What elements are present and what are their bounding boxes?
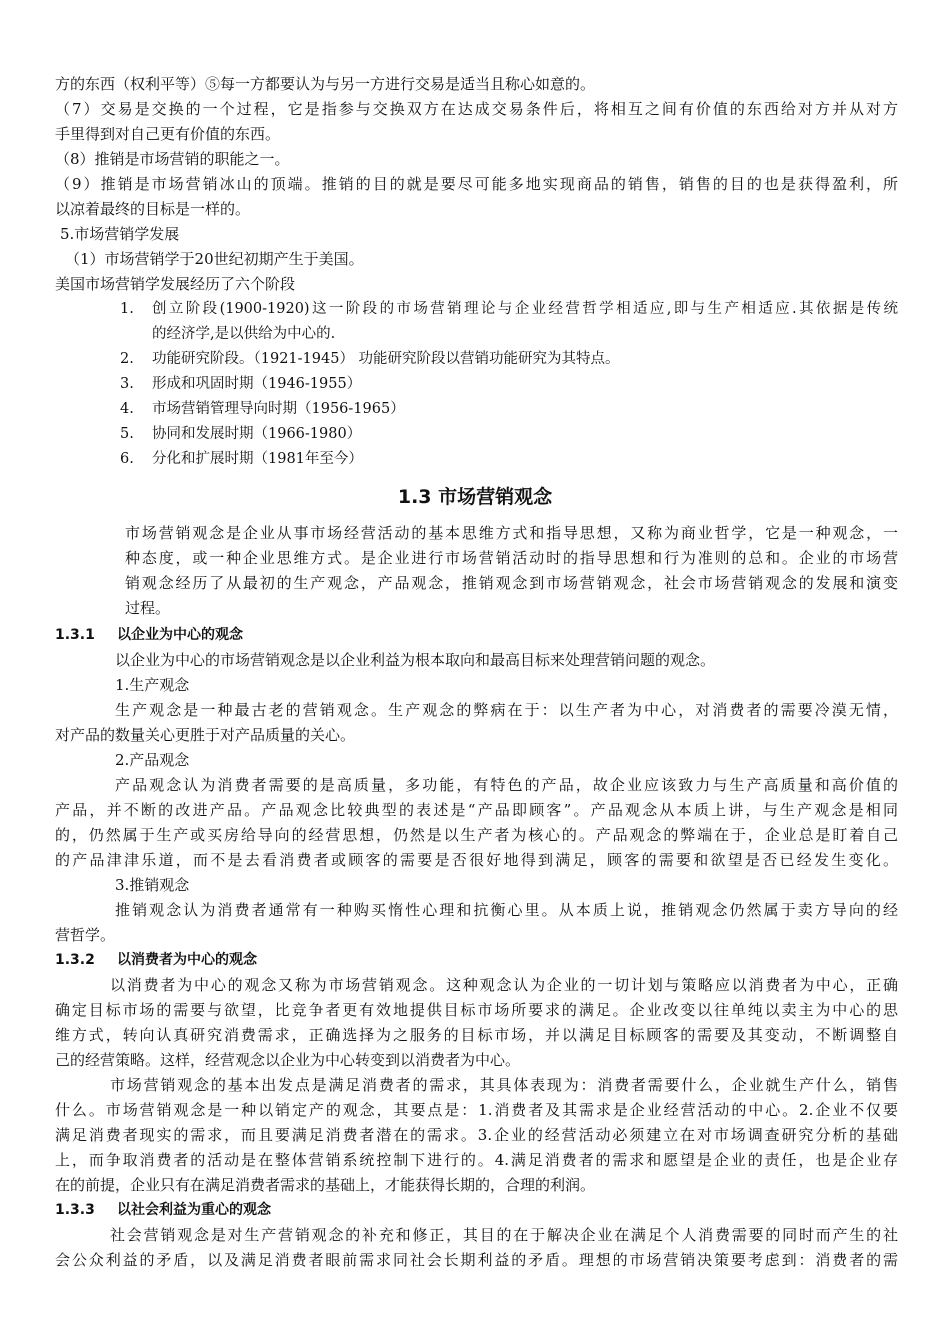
text-line: 维方式，转向认真研究消费需求，正确选择为之服务的目标市场，并以满足目标顾客的需要及其变动，不断调整自 xyxy=(55,1026,898,1044)
text-line: 推销观念认为消费者通常有一种购买惰性心理和抗衡心里。从本质上说，推销观念仍然属于卖方导向的经 xyxy=(115,901,898,919)
list-text: 功能研究阶段。（1921-1945） 功能研究阶段以营销功能研究为其特点。 xyxy=(152,351,620,367)
subsection-heading xyxy=(55,624,243,646)
list-text: 分化和扩展时期（1981年至今） xyxy=(152,451,363,467)
text-line: 上，而争取消费者的活动是在整体营销系统控制下进行的。4.满足消费者的需求和愿望是企业的责任，也是企业存 xyxy=(55,1151,898,1169)
text-line: 产品观念认为消费者需要的是高质量，多功能，有特色的产品，故企业应该致力与生产高质量和高价值的 xyxy=(115,776,898,794)
item-label: 1.生产观念 xyxy=(115,676,190,694)
list-number: 4. xyxy=(120,401,134,417)
list-text: 形成和巩固时期（1946-1955） xyxy=(152,376,362,392)
text-line: 营哲学。 xyxy=(55,926,116,944)
subsection-title: 以社会利益为重心的观念 xyxy=(117,1202,271,1218)
text-line: 社会营销观念是对生产营销观念的补充和修正，其目的在于解决企业在满足个人消费需要的同时而产生的社 xyxy=(110,1226,898,1244)
list-text: 市场营销管理导向时期（1956-1965） xyxy=(152,401,405,417)
text-line: 手里得到对自己更有价值的东西。 xyxy=(55,125,281,143)
subsection-number: 1.3.2 xyxy=(55,952,95,968)
text-line: 以凉着最终的目标是一样的。 xyxy=(55,200,251,218)
text-line: （7）交易是交换的一个过程，它是指参与交换双方在达成交易条件后，将相互之间有价值的东西给对方并从对方 xyxy=(55,100,898,118)
text-line: 销观念经历了从最初的生产观念，产品观念，推销观念到市场营销观念，社会市场营销观念的发展和演变 xyxy=(125,574,898,592)
text-line: 方的东西（权利平等）⑤每一方都要认为与另一方进行交易是适当且称心如意的。 xyxy=(55,75,596,93)
text-line: （8）推销是市场营销的职能之一。 xyxy=(55,150,290,168)
list-number: 2. xyxy=(120,351,134,367)
text-line: 种态度，或一种企业思维方式。是企业进行市场营销活动时的指导思想和行为准则的总和。企业的市场营 xyxy=(125,549,898,567)
list-number: 1. xyxy=(120,301,134,317)
item-label: 2.产品观念 xyxy=(115,751,190,769)
text-line: 的，仍然属于生产或买房给导向的经营思想，仍然是以生产者为核心的。产品观念的弊端在于，企业总是盯着自己 xyxy=(55,826,898,844)
list-number: 3. xyxy=(120,376,134,392)
subsection-number: 1.3.3 xyxy=(55,1202,95,1218)
list-text: 协同和发展时期（1966-1980） xyxy=(152,426,362,442)
text-line: 美国市场营销学发展经历了六个阶段 xyxy=(55,275,296,293)
list-text: 创立阶段(1900-1920)这一阶段的市场营销理论与企业经营哲学相适应,即与生产相适应.其依据是传统 xyxy=(152,301,898,317)
list-number: 5. xyxy=(120,426,134,442)
text-line: 市场营销观念的基本出发点是满足消费者的需求，其具体表现为：消费者需要什么，企业就生产什么，销售 xyxy=(110,1076,898,1094)
list-text: 的经济学,是以供给为中心的. xyxy=(152,326,336,342)
subsection-heading xyxy=(55,1199,271,1221)
text-line: 什么。市场营销观念是一种以销定产的观念，其要点是：1.消费者及其需求是企业经营活动的中心。2.企业不仅要 xyxy=(55,1101,898,1119)
text-line: 确定目标市场的需要与欲望，比竞争者更有效地提供目标市场所要求的满足。企业改变以往单纯以卖主为中心的思 xyxy=(55,1001,898,1019)
section-title: 1.3 市场营销观念 xyxy=(397,486,553,508)
text-line: 以消费者为中心的观念又称为市场营销观念。这种观念认为企业的一切计划与策略应以消费者为中心，正确 xyxy=(110,976,898,994)
text-line: 的产品津津乐道，而不是去看消费者或顾客的需要是否很好地得到满足，顾客的需要和欲望是否已经发生变化。 xyxy=(55,851,898,869)
text-line: 会公众利益的矛盾，以及满足消费者眼前需求同社会长期利益的矛盾。理想的市场营销决策要考虑到：消费者的需 xyxy=(55,1251,898,1269)
subsection-title: 以企业为中心的观念 xyxy=(117,627,243,643)
text-line: 市场营销观念是企业从事市场经营活动的基本思维方式和指导思想，又称为商业哲学，它是一种观念，一 xyxy=(125,524,898,542)
subsection-title: 以消费者为中心的观念 xyxy=(117,952,257,968)
item-label: 3.推销观念 xyxy=(115,876,190,894)
subsection-heading xyxy=(55,949,257,971)
text-line: （9）推销是市场营销冰山的顶端。推销的目的就是要尽可能多地实现商品的销售，销售的目的也是获得盈利，所 xyxy=(55,175,898,193)
text-line: 对产品的数量关心更胜于对产品质量的关心。 xyxy=(55,726,356,744)
subsection-label: 5.市场营销学发展 xyxy=(60,225,180,243)
text-line: 产品，并不断的改进产品。产品观念比较典型的表述是“产品即顾客”。产品观念从本质上讲，与生产观念是相同 xyxy=(55,801,898,819)
text-line: 生产观念是一种最古老的营销观念。生产观念的弊病在于：以生产者为中心，对消费者的需要冷漠无情， xyxy=(115,701,898,719)
text-line: 以企业为中心的市场营销观念是以企业利益为根本取向和最高目标来处理营销问题的观念。 xyxy=(115,651,716,669)
text-line: （1）市场营销学于20世纪初期产生于美国。 xyxy=(65,250,364,268)
text-line: 满足消费者现实的需求，而且要满足消费者潜在的需求。3.企业的经营活动必须建立在对市场调查研究分析的基础 xyxy=(55,1126,898,1144)
list-number: 6. xyxy=(120,451,134,467)
text-line: 己的经营策略。这样，经营观念以企业为中心转变到以消费者为中心。 xyxy=(55,1051,521,1069)
subsection-number: 1.3.1 xyxy=(55,627,95,643)
text-line: 过程。 xyxy=(125,599,171,617)
text-line: 在的前提，企业只有在满足消费者需求的基础上，才能获得长期的，合理的利润。 xyxy=(55,1176,596,1194)
